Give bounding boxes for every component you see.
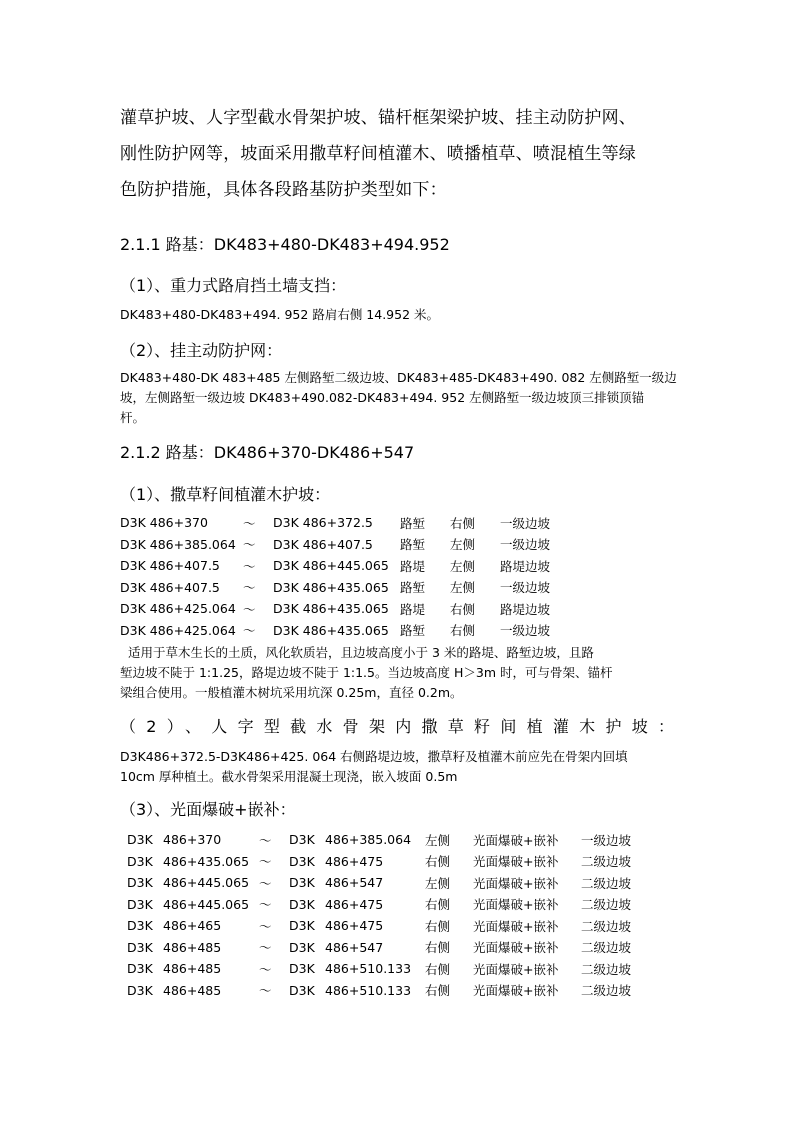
subsection-heading: （2）、人字型截水骨架内撒草籽间植灌木护坡：: [120, 717, 674, 736]
table-cell: D3K: [127, 961, 153, 977]
text-line: 杆。: [120, 410, 146, 425]
table-cell: D3K 486+407.5: [120, 558, 220, 574]
paragraph: [120, 368, 680, 428]
table-cell: 486+475: [325, 918, 384, 934]
table-cell: ～: [259, 854, 272, 870]
table-cell: 路堤: [400, 601, 426, 617]
text-line: DK483+480-DK483+494. 952 路肩右侧 14.952 米。: [120, 307, 440, 322]
table-cell: D3K: [289, 896, 315, 912]
table-cell: 486+485: [163, 939, 222, 955]
table-cell: D3K: [127, 982, 153, 998]
table-cell: 路堑: [400, 515, 426, 531]
table-row: [120, 598, 580, 620]
table-cell: D3K 486+435.065: [273, 579, 389, 595]
text-line: 梁组合使用。一般植灌木树坑采用坑深 0.25m，直径 0.2m。: [120, 685, 463, 700]
table-cell: D3K: [289, 982, 315, 998]
table-cell: 路堑: [400, 623, 426, 639]
table-cell: 486+510.133: [325, 961, 412, 977]
table-row: [127, 980, 661, 1002]
table-cell: 486+475: [325, 896, 384, 912]
table-cell: 右侧: [425, 918, 451, 934]
table-cell: ～: [243, 601, 256, 617]
table-cell: ～: [243, 537, 256, 553]
table-cell: 光面爆破+嵌补: [473, 983, 559, 999]
table-cell: 右侧: [425, 940, 451, 956]
table-cell: 486+485: [163, 982, 222, 998]
table-cell: ～: [259, 832, 272, 848]
table-cell: 路堤边坡: [500, 601, 551, 617]
table-row: [127, 958, 661, 980]
table-cell: ～: [259, 897, 272, 913]
table-cell: 一级边坡: [500, 515, 551, 531]
table-cell: D3K 486+407.5: [120, 579, 220, 595]
table-cell: D3K: [127, 853, 153, 869]
table-row: [120, 577, 580, 599]
table-cell: 486+547: [325, 939, 384, 955]
table-cell: 光面爆破+嵌补: [473, 832, 559, 848]
table-cell: 486+445.065: [163, 896, 250, 912]
table-cell: 光面爆破+嵌补: [473, 875, 559, 891]
table-cell: D3K: [289, 939, 315, 955]
subsection-heading: （1）、重力式路肩挡土墙支挡：: [120, 276, 347, 295]
table-cell: 左侧: [450, 558, 476, 574]
text-line: 适用于草木生长的土质，风化软质岩，且边坡高度小于 3 米的路堤、路堑边坡，且路: [128, 645, 594, 660]
paragraph: [120, 305, 680, 325]
text-line: 坡，左侧路堑一级边坡 DK483+490.082-DK483+494. 952 左侧路堑一级边坡顶三排锁顶锚: [120, 390, 645, 405]
table-cell: D3K 486+435.065: [273, 601, 389, 617]
text-line: D3K486+372.5-D3K486+425. 064 右侧路堤边坡，撒草籽及植灌木前应先在骨架内回填: [120, 749, 628, 764]
table-cell: 左侧: [425, 832, 451, 848]
table-cell: 一级边坡: [500, 537, 551, 553]
table-cell: ～: [243, 558, 256, 574]
section-heading-2-1-2: 2.1.2 路基：DK486+370-DK486+547: [120, 443, 415, 462]
table-cell: D3K: [127, 918, 153, 934]
table-cell: ～: [259, 983, 272, 999]
paragraph: [120, 747, 680, 787]
table-cell: 486+485: [163, 961, 222, 977]
table-cell: 光面爆破+嵌补: [473, 897, 559, 913]
table-cell: 光面爆破+嵌补: [473, 854, 559, 870]
table-cell: 486+385.064: [325, 832, 412, 848]
table-cell: 二级边坡: [581, 897, 632, 913]
table-cell: 右侧: [425, 983, 451, 999]
table-cell: 486+465: [163, 918, 222, 934]
table-cell: ～: [259, 961, 272, 977]
table-cell: 486+370: [163, 832, 222, 848]
intro-line: 刚性防护网等，坡面采用撒草籽间植灌木、喷播植草、喷混植生等绿: [120, 144, 636, 164]
table-cell: ～: [259, 918, 272, 934]
table-cell: D3K 486+435.065: [273, 622, 389, 638]
table-cell: D3K 486+425.064: [120, 601, 236, 617]
table-cell: 右侧: [425, 961, 451, 977]
table-cell: 一级边坡: [500, 623, 551, 639]
subsection-heading: （1）、撒草籽间植灌木护坡：: [120, 485, 331, 504]
table-row: [127, 915, 661, 937]
table-cell: ～: [243, 580, 256, 596]
table-cell: D3K 486+445.065: [273, 558, 389, 574]
subsection-heading: （2）、挂主动防护网：: [120, 341, 283, 360]
table-cell: D3K: [289, 875, 315, 891]
table-cell: 二级边坡: [581, 983, 632, 999]
table-cell: 二级边坡: [581, 918, 632, 934]
table-row: [127, 851, 661, 873]
table-cell: D3K: [289, 832, 315, 848]
table-cell: D3K: [289, 853, 315, 869]
table-row: [127, 937, 661, 959]
table-cell: 右侧: [425, 854, 451, 870]
text-line: 堑边坡不陡于 1:1.25，路堤边坡不陡于 1:1.5。当边坡高度 H＞3m 时，可与骨架、锚杆: [120, 665, 613, 680]
table-cell: 486+475: [325, 853, 384, 869]
table-cell: 路堑: [400, 537, 426, 553]
section-heading-2-1-1: 2.1.1 路基：DK483+480-DK483+494.952: [120, 235, 450, 254]
table-cell: ～: [243, 515, 256, 531]
table-cell: 一级边坡: [581, 832, 632, 848]
table-cell: 左侧: [450, 580, 476, 596]
table-row: [120, 555, 580, 577]
table-cell: D3K 486+385.064: [120, 536, 236, 552]
note-paragraph: [120, 643, 680, 703]
table-cell: D3K 486+425.064: [120, 622, 236, 638]
table-row: [127, 829, 661, 851]
table-cell: D3K: [127, 875, 153, 891]
table-cell: ～: [259, 875, 272, 891]
table-cell: 右侧: [450, 601, 476, 617]
intro-line: 色防护措施，具体各段路基防护类型如下：: [120, 180, 447, 200]
table-cell: ～: [243, 623, 256, 639]
table-cell: 右侧: [450, 515, 476, 531]
table-cell: 左侧: [450, 537, 476, 553]
table-cell: 486+435.065: [163, 853, 250, 869]
table-cell: 路堑: [400, 580, 426, 596]
blasting-table: [127, 829, 661, 1001]
table-row: [127, 894, 661, 916]
table-cell: D3K 486+372.5: [273, 515, 373, 531]
intro-paragraph: [120, 100, 680, 208]
table-cell: 右侧: [450, 623, 476, 639]
table-cell: D3K: [127, 896, 153, 912]
table-cell: 二级边坡: [581, 940, 632, 956]
table-cell: D3K: [289, 961, 315, 977]
table-row: [120, 512, 580, 534]
table-cell: 右侧: [425, 897, 451, 913]
table-row: [127, 872, 661, 894]
text-line: 10cm 厚种植土。截水骨架采用混凝土现浇，嵌入坡面 0.5m: [120, 769, 458, 784]
table-cell: 光面爆破+嵌补: [473, 918, 559, 934]
table-cell: D3K: [289, 918, 315, 934]
table-cell: ～: [259, 940, 272, 956]
table-cell: D3K: [127, 832, 153, 848]
table-cell: 一级边坡: [500, 580, 551, 596]
table-cell: 光面爆破+嵌补: [473, 940, 559, 956]
table-cell: D3K 486+407.5: [273, 536, 373, 552]
table-cell: D3K 486+370: [120, 515, 208, 531]
table-cell: 二级边坡: [581, 854, 632, 870]
text-line: DK483+480-DK 483+485 左侧路堑二级边坡、DK483+485-DK483+490. 082 左侧路堑一级边: [120, 370, 677, 385]
table-cell: 486+547: [325, 875, 384, 891]
table-row: [120, 620, 580, 642]
table-cell: 光面爆破+嵌补: [473, 961, 559, 977]
table-cell: 路堤边坡: [500, 558, 551, 574]
grass-slope-table: [120, 512, 580, 641]
intro-line: 灌草护坡、人字型截水骨架护坡、锚杆框架梁护坡、挂主动防护网、: [120, 108, 636, 128]
table-cell: 左侧: [425, 875, 451, 891]
table-row: [120, 534, 580, 556]
subsection-heading: （3）、光面爆破+嵌补：: [120, 800, 296, 819]
table-cell: 二级边坡: [581, 961, 632, 977]
table-cell: 486+445.065: [163, 875, 250, 891]
table-cell: 二级边坡: [581, 875, 632, 891]
table-cell: D3K: [127, 939, 153, 955]
table-cell: 486+510.133: [325, 982, 412, 998]
table-cell: 路堤: [400, 558, 426, 574]
